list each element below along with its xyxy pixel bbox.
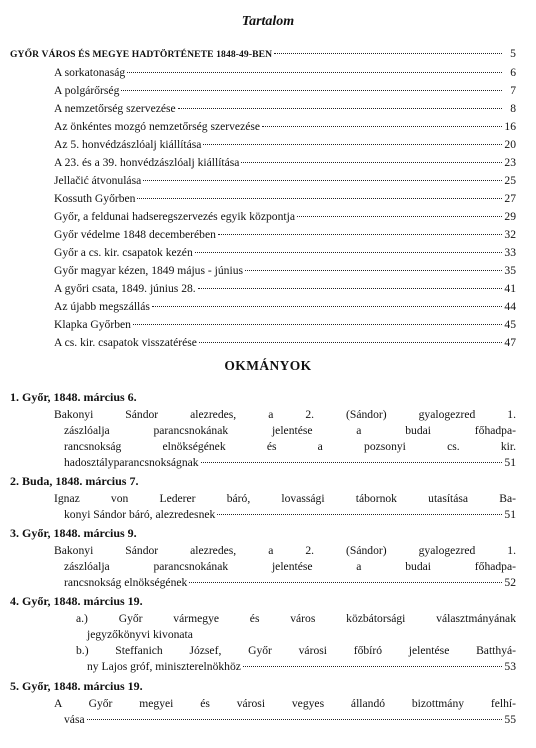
toc-page-number: 35 — [504, 264, 516, 277]
document-text-line: Bakonyi Sándor alezredes, a 2. (Sándor) gyalogezred 1. — [54, 408, 516, 421]
toc-entry — [54, 156, 516, 170]
toc-entry — [54, 282, 516, 296]
toc-page-number: 8 — [510, 102, 516, 115]
toc-entry-label: Az újabb megszállás — [54, 300, 150, 313]
document-entry-last-line — [64, 576, 516, 590]
toc-entry-label: Kossuth Győrben — [54, 192, 136, 205]
document-text-line: rancsnokság elnökségének és a pozsonyi cs. kir. — [64, 440, 516, 453]
toc-page-number: 23 — [504, 156, 516, 169]
toc-page-number: 55 — [504, 713, 516, 726]
dot-leader — [241, 162, 502, 163]
dot-leader — [203, 144, 502, 145]
toc-entry — [54, 102, 516, 116]
toc-entry-label: A cs. kir. csapatok visszatérése — [54, 336, 197, 349]
dot-leader — [201, 462, 502, 463]
toc-page-number: 6 — [510, 66, 516, 79]
document-text-line: rancsnokság elnökségének — [64, 576, 188, 589]
dot-leader — [198, 288, 502, 289]
document-text-line: zászlóalja parancsnokának jelentése a budai főhadpa- — [64, 560, 516, 573]
page-title: Tartalom — [241, 14, 295, 29]
toc-entry-label: A győri csata, 1849. június 28. — [54, 282, 196, 295]
toc-entry-label: Az önkéntes mozgó nemzetőrség szervezése — [54, 120, 261, 133]
toc-main-label: GYŐR VÁROS ÉS MEGYE HADTÖRTÉNETE 1848-49-BEN — [10, 49, 273, 60]
document-text-line: Ignaz von Lederer báró, lovassági tábornok utasítása Ba- — [54, 492, 516, 505]
dot-leader — [297, 216, 502, 217]
dot-leader — [199, 342, 502, 343]
dot-leader — [127, 72, 502, 73]
document-entry-last-line — [64, 713, 516, 727]
toc-entry — [54, 210, 516, 224]
toc-page-number: 52 — [504, 576, 516, 589]
dot-leader — [137, 198, 502, 199]
toc-entry — [54, 138, 516, 152]
dot-leader — [217, 514, 502, 515]
toc-entry-label: Győr a cs. kir. csapatok kezén — [54, 246, 193, 259]
toc-entry — [54, 192, 516, 206]
document-text-line: ny Lajos gróf, miniszterelnökhöz — [87, 660, 241, 673]
document-heading: 1. Győr, 1848. március 6. — [10, 390, 137, 404]
dot-leader — [195, 252, 502, 253]
toc-page-number: 47 — [504, 336, 516, 349]
dot-leader — [178, 108, 502, 109]
document-text-line: vása — [64, 713, 85, 726]
toc-entry — [54, 336, 516, 350]
document-entry-last-line — [64, 508, 516, 522]
toc-page-number: 51 — [504, 456, 516, 469]
document-text-line: zászlóalja parancsnokának jelentése a budai főhadpa- — [64, 424, 516, 437]
document-text-line: b.) Steffanich József, Győr városi főbíró jelentése Batthyá- — [76, 644, 516, 657]
toc-page-number: 25 — [504, 174, 516, 187]
toc-entry — [54, 246, 516, 260]
toc-entry-label: A 23. és a 39. honvédzászlóalj kiállítása — [54, 156, 240, 169]
toc-entry-label: Győr, a feldunai hadseregszervezés egyik központja — [54, 210, 295, 223]
dot-leader — [218, 234, 502, 235]
document-text-line: Bakonyi Sándor alezredes, a 2. (Sándor) gyalogezred 1. — [54, 544, 516, 557]
dot-leader — [262, 126, 502, 127]
document-text-line: konyi Sándor báró, alezredesnek — [64, 508, 216, 521]
toc-entry-label: A nemzetőrség szervezése — [54, 102, 176, 115]
document-heading: 3. Győr, 1848. március 9. — [10, 526, 137, 540]
toc-entry-label: Győr magyar kézen, 1849 május - június — [54, 264, 243, 277]
dot-leader — [189, 582, 502, 583]
toc-page-number: 5 — [510, 47, 516, 60]
document-text-line: jegyzőkönyvi kivonata — [87, 628, 193, 641]
documents-heading: OKMÁNYOK — [224, 358, 312, 373]
toc-page-number: 41 — [504, 282, 516, 295]
toc-page-number: 29 — [504, 210, 516, 223]
dot-leader — [87, 719, 502, 720]
toc-entry — [54, 174, 516, 188]
document-heading: 4. Győr, 1848. március 19. — [10, 594, 143, 608]
document-text-line: A Győr megyei és városi vegyes állandó bizottmány felhí- — [54, 697, 516, 710]
toc-entry — [54, 300, 516, 314]
toc-entry-label: Klapka Győrben — [54, 318, 131, 331]
toc-page-number: 51 — [504, 508, 516, 521]
toc-entry-label: Győr védelme 1848 decemberében — [54, 228, 216, 241]
toc-entry-label: Az 5. honvédzászlóalj kiállítása — [54, 138, 202, 151]
toc-page-number: 44 — [504, 300, 516, 313]
toc-entry-label: A polgárőrség — [54, 84, 120, 97]
toc-entry — [54, 228, 516, 242]
document-entry-last-line — [87, 660, 516, 674]
toc-entry — [54, 66, 516, 80]
toc-entry — [54, 120, 516, 134]
toc-entry-label: Jellačić átvonulása — [54, 174, 142, 187]
dot-leader — [245, 270, 502, 271]
toc-entry — [54, 318, 516, 332]
document-heading: 2. Buda, 1848. március 7. — [10, 474, 139, 488]
toc-entry — [54, 84, 516, 98]
dot-leader — [243, 666, 502, 667]
toc-page-number: 20 — [504, 138, 516, 151]
toc-entry — [54, 264, 516, 278]
toc-page-number: 27 — [504, 192, 516, 205]
toc-entry-label: A sorkatonaság — [54, 66, 126, 79]
dot-leader — [121, 90, 502, 91]
toc-page-number: 16 — [504, 120, 516, 133]
document-heading: 5. Győr, 1848. március 19. — [10, 679, 143, 693]
document-text-line: a.) Győr vármegye és város közbátorsági választmányának — [76, 612, 516, 625]
document-text-line: hadosztályparancsnokságnak — [64, 456, 199, 469]
toc-page-number: 33 — [504, 246, 516, 259]
dot-leader — [152, 306, 502, 307]
document-entry-last-line — [64, 456, 516, 470]
dot-leader — [143, 180, 502, 181]
toc-page-number: 7 — [510, 84, 516, 97]
toc-page-number: 32 — [504, 228, 516, 241]
dot-leader — [274, 53, 502, 54]
toc-main-entry — [10, 47, 516, 62]
toc-page-number: 45 — [504, 318, 516, 331]
toc-page-number: 53 — [504, 660, 516, 673]
dot-leader — [133, 324, 502, 325]
